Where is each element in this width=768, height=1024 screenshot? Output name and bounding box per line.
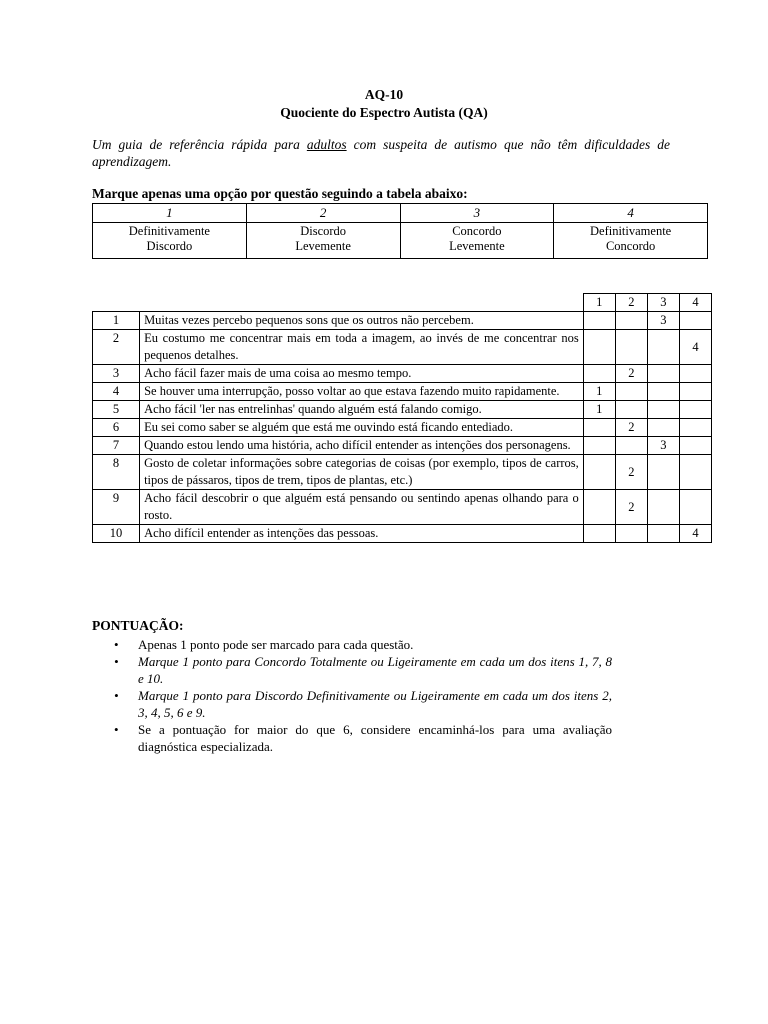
answer-cell-2[interactable] — [615, 401, 647, 419]
question-number: 7 — [93, 437, 140, 455]
intro-text-before: Um guia de referência rápida para — [92, 137, 307, 152]
answer-cell-4[interactable] — [679, 437, 711, 455]
document-subtitle: Quociente do Espectro Autista (QA) — [280, 105, 488, 120]
question-number: 1 — [93, 312, 140, 330]
answer-cell-2[interactable]: 2 — [615, 455, 647, 490]
question-text: Acho fácil descobrir o que alguém está pensando ou sentindo apenas olhando para o rosto. — [140, 490, 584, 525]
question-row — [93, 437, 712, 455]
scoring-item-text: Se a pontuação for maior do que 6, considere encaminhá-los para uma avaliação diagnóstica especializada. — [138, 722, 612, 754]
bullet-icon: • — [114, 688, 119, 703]
questions-body — [93, 294, 712, 543]
question-number: 3 — [93, 365, 140, 383]
answer-cell-3[interactable] — [647, 383, 679, 401]
scoring-item-text: Apenas 1 ponto pode ser marcado para cada questão. — [138, 637, 414, 652]
answer-cell-1[interactable] — [583, 419, 615, 437]
intro-text-after: com suspeita de autismo que não têm dificuldades de aprendizagem. — [92, 137, 670, 169]
scale-label — [554, 223, 708, 259]
scale-label-line: Levemente — [449, 239, 505, 253]
answer-header: 1 — [583, 294, 615, 312]
scoring-item — [92, 687, 612, 721]
question-text: Acho fácil 'ler nas entrelinhas' quando alguém está falando comigo. — [140, 401, 584, 419]
question-number: 4 — [93, 383, 140, 401]
intro-paragraph — [92, 136, 670, 170]
answer-header: 3 — [647, 294, 679, 312]
question-row — [93, 312, 712, 330]
answer-cell-3[interactable] — [647, 525, 679, 543]
answer-cell-1[interactable] — [583, 437, 615, 455]
scale-label — [93, 223, 247, 259]
question-text: Eu costumo me concentrar mais em toda a imagem, ao invés de me concentrar nos pequenos detalhes. — [140, 330, 584, 365]
answer-cell-1[interactable] — [583, 312, 615, 330]
answer-cell-1[interactable] — [583, 490, 615, 525]
answer-cell-1[interactable]: 1 — [583, 383, 615, 401]
question-row — [93, 365, 712, 383]
scoring-title: PONTUAÇÃO: — [92, 618, 184, 633]
answer-cell-3[interactable]: 3 — [647, 312, 679, 330]
answer-cell-4[interactable] — [679, 401, 711, 419]
scale-number-row — [93, 204, 708, 223]
instruction-text: Marque apenas uma opção por questão seguindo a tabela abaixo: — [92, 186, 468, 201]
answer-cell-1[interactable] — [583, 525, 615, 543]
title-block — [0, 86, 768, 122]
question-number: 9 — [93, 490, 140, 525]
bullet-icon: • — [114, 637, 119, 652]
scale-number: 3 — [400, 204, 554, 223]
question-text: Quando estou lendo uma história, acho difícil entender as intenções dos personagens. — [140, 437, 584, 455]
question-text: Acho difícil entender as intenções das pessoas. — [140, 525, 584, 543]
question-number: 2 — [93, 330, 140, 365]
answer-cell-2[interactable] — [615, 330, 647, 365]
answer-cell-3[interactable] — [647, 455, 679, 490]
answer-cell-2[interactable] — [615, 437, 647, 455]
scale-label-line: Concordo — [452, 224, 502, 238]
document-title: AQ-10 — [364, 87, 404, 102]
question-text: Eu sei como saber se alguém que está me ouvindo está ficando entediado. — [140, 419, 584, 437]
answer-cell-3[interactable] — [647, 401, 679, 419]
answer-cell-3[interactable] — [647, 490, 679, 525]
answer-cell-1[interactable] — [583, 455, 615, 490]
scoring-item — [92, 636, 612, 653]
question-number: 10 — [93, 525, 140, 543]
answer-cell-3[interactable] — [647, 419, 679, 437]
answer-cell-2[interactable]: 2 — [615, 365, 647, 383]
bullet-icon: • — [114, 654, 119, 669]
answer-cell-2[interactable] — [615, 312, 647, 330]
questions-table — [92, 293, 712, 543]
answer-cell-2[interactable]: 2 — [615, 490, 647, 525]
question-row — [93, 525, 712, 543]
question-number: 8 — [93, 455, 140, 490]
question-text: Acho fácil fazer mais de uma coisa ao mesmo tempo. — [140, 365, 584, 383]
scale-label-line: Definitivamente — [128, 224, 210, 238]
scale-number: 4 — [554, 204, 708, 223]
answer-cell-1[interactable]: 1 — [583, 401, 615, 419]
scoring-item — [92, 721, 612, 755]
answer-cell-4[interactable] — [679, 383, 711, 401]
scale-label — [400, 223, 554, 259]
scale-label-line: Discordo — [146, 239, 193, 253]
answer-header: 4 — [679, 294, 711, 312]
bullet-icon: • — [114, 722, 119, 737]
scale-number: 1 — [93, 204, 247, 223]
question-text: Gosto de coletar informações sobre categorias de coisas (por exemplo, tipos de carros, tipos de pássaros, tipos de trem, tipos de plantas, etc.) — [140, 455, 584, 490]
scale-label-line: Levemente — [295, 239, 351, 253]
scale-label-row — [93, 223, 708, 259]
answer-cell-3[interactable]: 3 — [647, 437, 679, 455]
answer-cell-4[interactable] — [679, 455, 711, 490]
answer-cell-4[interactable]: 4 — [679, 330, 711, 365]
answer-cell-1[interactable] — [583, 330, 615, 365]
scale-table — [92, 203, 708, 259]
answer-cell-4[interactable]: 4 — [679, 525, 711, 543]
scale-label — [246, 223, 400, 259]
question-row — [93, 490, 712, 525]
question-row — [93, 455, 712, 490]
answer-header-row — [93, 294, 712, 312]
question-row — [93, 401, 712, 419]
question-text: Se houver uma interrupção, posso voltar ao que estava fazendo muito rapidamente. — [140, 383, 584, 401]
answer-cell-2[interactable]: 2 — [615, 419, 647, 437]
scale-label-line: Discordo — [300, 224, 347, 238]
scale-label-line: Definitivamente — [590, 224, 672, 238]
question-number: 6 — [93, 419, 140, 437]
scoring-item-text: Marque 1 ponto para Concordo Totalmente ou Ligeiramente em cada um dos itens 1, 7, 8 e 10. — [138, 654, 612, 686]
scale-number: 2 — [246, 204, 400, 223]
intro-underlined-word: adultos — [306, 137, 347, 152]
scoring-list — [92, 636, 612, 755]
question-number: 5 — [93, 401, 140, 419]
question-row — [93, 383, 712, 401]
answer-cell-4[interactable] — [679, 490, 711, 525]
answer-cell-4[interactable] — [679, 419, 711, 437]
scoring-item-text: Marque 1 ponto para Discordo Definitivamente ou Ligeiramente em cada um dos itens 2, 3, 4, 5, 6 e 9. — [138, 688, 612, 720]
scoring-item — [92, 653, 612, 687]
scale-label-line: Concordo — [605, 239, 656, 253]
question-text: Muitas vezes percebo pequenos sons que os outros não percebem. — [140, 312, 584, 330]
answer-cell-1[interactable] — [583, 365, 615, 383]
question-row — [93, 330, 712, 365]
answer-cell-2[interactable] — [615, 383, 647, 401]
answer-cell-4[interactable] — [679, 365, 711, 383]
question-row — [93, 419, 712, 437]
answer-cell-3[interactable] — [647, 330, 679, 365]
answer-header: 2 — [615, 294, 647, 312]
answer-cell-2[interactable] — [615, 525, 647, 543]
answer-cell-3[interactable] — [647, 365, 679, 383]
answer-cell-4[interactable] — [679, 312, 711, 330]
